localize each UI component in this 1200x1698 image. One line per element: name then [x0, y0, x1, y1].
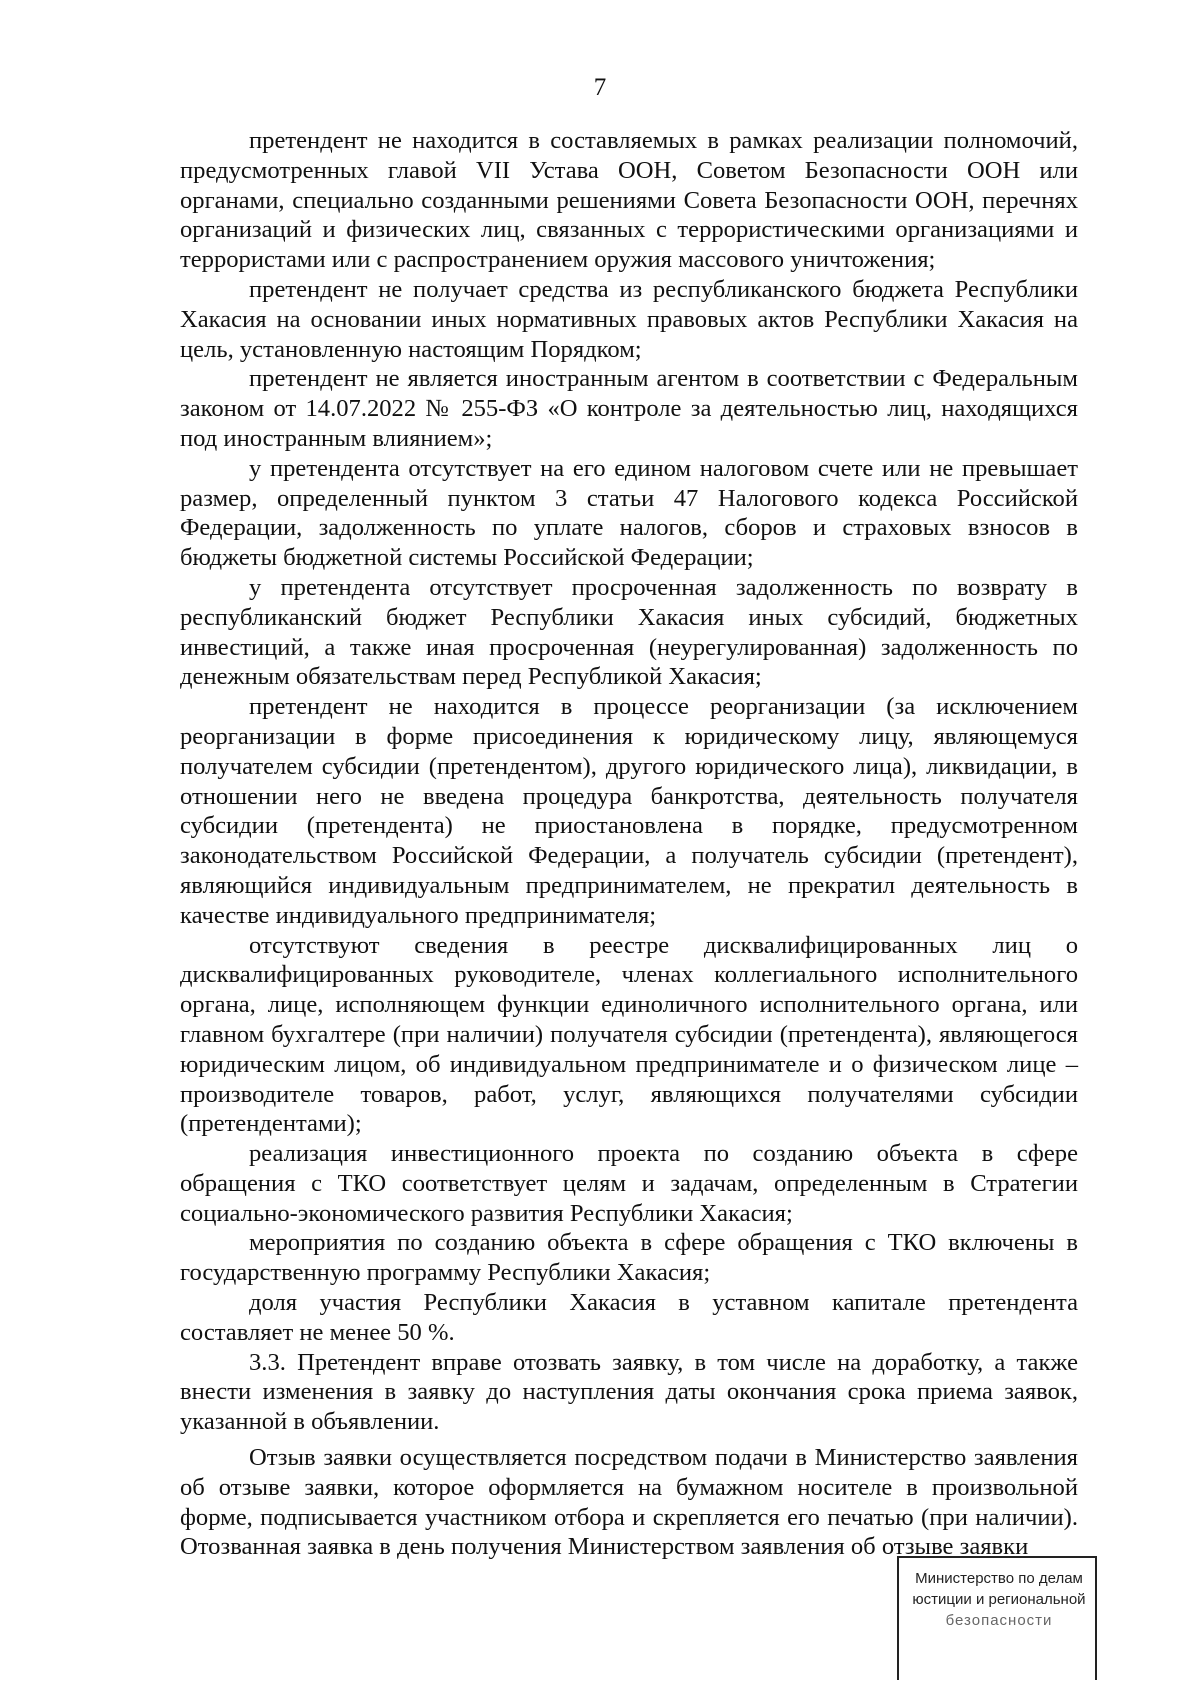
paragraph: претендент не получает средства из республиканского бюджета Республики Хакасия на основании иных нормативных правовых актов Республики Хакасия на цель, установленную настоящим Порядком; [180, 275, 1078, 363]
stamp-line: юстиции и региональной [912, 1591, 1086, 1608]
stamp-line: безопасности [945, 1612, 1053, 1629]
paragraph: реализация инвестиционного проекта по созданию объекта в сфере обращения с ТКО соответствует целям и задачам, определенным в Стратегии социально-экономического развития Республики Хакасия; [180, 1140, 1078, 1227]
stamp-line: Министерство по делам [915, 1570, 1083, 1587]
paragraph: у претендента отсутствует просроченная задолженность по возврату в республиканский бюджет Республики Хакасия иных субсидий, бюджетных инвестиций, а также иная просроченная (неурегулированная) задолженность по денежным обязательствам перед Республикой Хакасия; [180, 573, 1078, 691]
paragraph: претендент не находится в процессе реорганизации (за исключением реорганизации в форме присоединения к юридическому лицу, являющемуся получателем субсидии (претендентом), другого юридического лица), ликвидации, в отношении него не введена процедура банкротства, деятельность получателя субсидии (претендента) не приостановлена в порядке, предусмотренном законодательством Российской Федерации, а получатель субсидии (претендент), являющийся индивидуальным предпринимателем, не прекратил деятельность в качестве индивидуального предпринимателя; [180, 693, 1078, 929]
document-body [180, 126, 1078, 1562]
paragraph: Отзыв заявки осуществляется посредством подачи в Министерство заявления об отзыве заявки, которое оформляется на бумажном носителе в произвольной форме, подписывается участником отбора и скрепляется его печатью (при наличии). Отозванная заявка в день получения Министерством заявления об отзыве заявки [180, 1444, 1078, 1561]
paragraph: мероприятия по созданию объекта в сфере обращения с ТКО включены в государственную программу Республики Хакасия; [180, 1229, 1078, 1287]
paragraph: претендент не является иностранным агентом в соответствии с Федеральным законом от 14.07.2022 № 255-ФЗ «О контроле за деятельностью лиц, находящихся под иностранным влиянием»; [180, 365, 1078, 452]
paragraph: 3.3. Претендент вправе отозвать заявку, в том числе на доработку, а также внести изменения в заявку до наступления даты окончания срока приема заявок, указанной в объявлении. [180, 1348, 1078, 1436]
stamp-frame [897, 1556, 1097, 1680]
ministry-stamp [897, 1556, 1105, 1680]
page-number: 7 [593, 74, 607, 101]
paragraph: претендент не находится в составляемых в рамках реализации полномочий, предусмотренных главой VII Устава ООН, Советом Безопасности ООН или органами, специально созданными решениями Совета Безопасности ООН, перечнях организаций и физических лиц, связанных с террористическими организациями и террористами или с распространением оружия массового уничтожения; [180, 127, 1078, 274]
paragraph: у претендента отсутствует на его едином налоговом счете или не превышает размер, определенный пунктом 3 статьи 47 Налогового кодекса Российской Федерации, задолженность по уплате налогов, сборов и страховых взносов в бюджеты бюджетной системы Российской Федерации; [180, 454, 1078, 572]
paragraph: отсутствуют сведения в реестре дисквалифицированных лиц о дисквалифицированных руководителе, членах коллегиального исполнительного органа, лице, исполняющем функции единоличного исполнительного органа, или главном бухгалтере (при наличии) получателя субсидии (претендента), являющегося юридическим лицом, об индивидуальном предпринимателе и о физическом лице – производителе товаров, работ, услуг, являющихся получателями субсидии (претендентами); [180, 931, 1078, 1138]
paragraph: доля участия Республики Хакасия в уставном капитале претендента составляет не менее 50 %. [180, 1289, 1078, 1346]
